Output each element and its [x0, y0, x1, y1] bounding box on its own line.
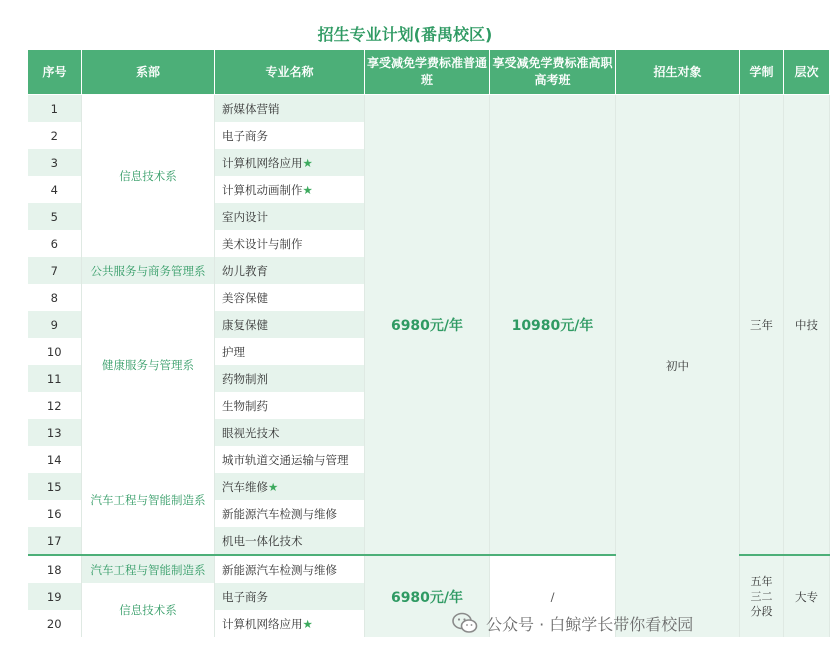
wechat-icon: [452, 612, 478, 634]
row-number: 2: [28, 122, 82, 149]
row-number: 17: [28, 527, 82, 555]
major-name: 生物制药: [222, 398, 268, 413]
table-body: [28, 95, 830, 638]
target-cell: 初中: [616, 95, 740, 638]
enrollment-plan-table: [27, 49, 830, 637]
major-cell: [215, 230, 365, 257]
major-cell: [215, 149, 365, 176]
row-number: 11: [28, 365, 82, 392]
star-icon: ★: [302, 182, 313, 197]
header-level: 层次: [784, 50, 830, 95]
major-cell: [215, 284, 365, 311]
major-cell: [215, 365, 365, 392]
header-dept: 系部: [82, 50, 215, 95]
fee-gaokao-college-cell: /: [490, 555, 616, 637]
major-name: 美容保健: [222, 290, 268, 305]
row-number: 14: [28, 446, 82, 473]
major-cell: [215, 176, 365, 203]
major-name: 护理: [222, 344, 245, 359]
major-cell: [215, 583, 365, 610]
fee-regular-cell: 6980元/年: [365, 95, 490, 556]
row-number: 3: [28, 149, 82, 176]
major-cell: [215, 257, 365, 284]
major-name: 新能源汽车检测与维修: [222, 562, 337, 577]
row-number: 1: [28, 95, 82, 123]
major-name: 城市轨道交通运输与管理: [222, 452, 349, 467]
major-name: 电子商务: [222, 589, 268, 604]
major-cell: [215, 95, 365, 123]
major-cell: [215, 392, 365, 419]
fee-regular-college-cell: 6980元/年: [365, 555, 490, 637]
row-number: 18: [28, 555, 82, 583]
major-name: 眼视光技术: [222, 425, 280, 440]
dept-cell: 信息技术系: [82, 95, 215, 258]
row-number: 9: [28, 311, 82, 338]
header-major: 专业名称: [215, 50, 365, 95]
header-target: 招生对象: [616, 50, 740, 95]
row-number: 10: [28, 338, 82, 365]
major-cell: [215, 610, 365, 637]
row-number: 7: [28, 257, 82, 284]
major-cell: [215, 311, 365, 338]
row-number: 20: [28, 610, 82, 637]
table-row: [28, 95, 830, 123]
level-cell: 中技: [784, 95, 830, 556]
major-name: 电子商务: [222, 128, 268, 143]
major-cell: [215, 419, 365, 446]
header-duration: 学制: [740, 50, 784, 95]
header-fee-gaokao: 享受减免学费标准高职高考班: [490, 50, 616, 95]
star-icon: ★: [302, 155, 313, 170]
table-title: 招生专业计划(番禺校区): [317, 25, 493, 44]
star-icon: ★: [268, 479, 279, 494]
major-cell: [215, 446, 365, 473]
row-number: 15: [28, 473, 82, 500]
major-name: 康复保健: [222, 317, 268, 332]
major-name: 幼儿教育: [222, 263, 268, 278]
major-cell: [215, 338, 365, 365]
major-cell: [215, 555, 365, 583]
row-number: 4: [28, 176, 82, 203]
row-number: 12: [28, 392, 82, 419]
duration-college-cell: 五年三二分段: [740, 555, 784, 637]
major-name: 美术设计与制作: [222, 236, 303, 251]
major-cell: [215, 500, 365, 527]
major-cell: [215, 473, 365, 500]
major-name: 计算机网络应用: [222, 155, 303, 170]
major-name: 室内设计: [222, 209, 268, 224]
level-college-cell: 大专: [784, 555, 830, 637]
star-icon: ★: [302, 616, 313, 631]
dept-cell: 信息技术系: [82, 583, 215, 637]
dept-cell: 汽车工程与智能制造系: [82, 555, 215, 583]
watermark: [452, 610, 693, 636]
header-fee-regular: 享受减免学费标准普通班: [365, 50, 490, 95]
major-cell: [215, 122, 365, 149]
major-name: 机电一体化技术: [222, 533, 303, 548]
major-name: 计算机动画制作: [222, 182, 303, 197]
major-name: 计算机网络应用: [222, 616, 303, 631]
major-name: 新媒体营销: [222, 101, 280, 116]
major-cell: [215, 203, 365, 230]
row-number: 16: [28, 500, 82, 527]
dept-cell: 健康服务与管理系: [82, 284, 215, 446]
major-name: 新能源汽车检测与维修: [222, 506, 337, 521]
row-number: 6: [28, 230, 82, 257]
duration-cell: 三年: [740, 95, 784, 556]
row-number: 19: [28, 583, 82, 610]
header-no: 序号: [28, 50, 82, 95]
watermark-text: 公众号 · 白鲸学长带你看校园: [486, 614, 694, 634]
row-number: 8: [28, 284, 82, 311]
dept-cell: 汽车工程与智能制造系: [82, 446, 215, 555]
major-cell: [215, 527, 365, 555]
row-number: 13: [28, 419, 82, 446]
major-name: 药物制剂: [222, 371, 268, 386]
fee-gaokao-cell: 10980元/年: [490, 95, 616, 556]
row-number: 5: [28, 203, 82, 230]
major-name: 汽车维修: [222, 479, 268, 494]
dept-cell: 公共服务与商务管理系: [82, 257, 215, 284]
